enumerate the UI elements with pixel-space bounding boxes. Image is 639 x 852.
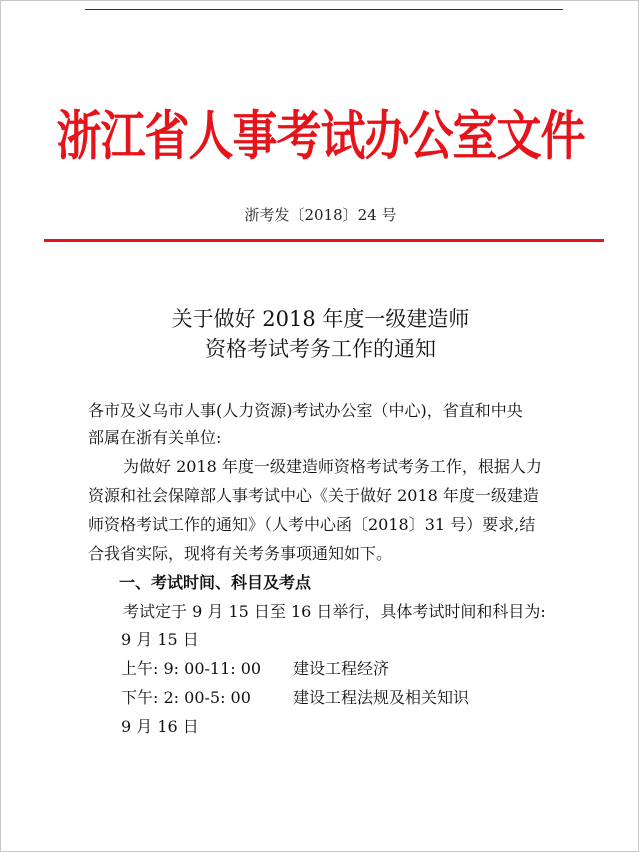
section-heading: 一、考试时间、科目及考点 (119, 573, 312, 592)
afternoon-session-subject: 建设工程法规及相关知识 (293, 688, 470, 707)
notice-title-line-1: 关于做好 2018 年度一级建造师 (171, 307, 470, 331)
exam-date-1: 9 月 15 日 (121, 630, 199, 649)
paragraph-line: 师资格考试工作的通知》（人考中心函〔2018〕31 号）要求,结 (88, 515, 536, 534)
paragraph-line: 为做好 2018 年度一级建造师资格考试考务工作，根据人力 (123, 457, 542, 476)
morning-session-time: 上午: 9: 00-11: 00 (121, 659, 262, 678)
paragraph-line: 各市及义乌市人事(人力资源)考试办公室（中心)，省直和中央 (88, 401, 523, 420)
top-rule (85, 9, 563, 10)
paragraph-line: 部属在浙有关单位: (88, 428, 222, 447)
paragraph-line: 考试定于 9 月 15 日至 16 日举行，具体考试时间和科目为: (123, 602, 546, 621)
document-number: 浙考发〔2018〕24 号 (244, 206, 397, 224)
morning-session-subject: 建设工程经济 (293, 659, 390, 678)
document-header-title: 浙江省人事考试办公室文件 (56, 104, 585, 168)
paragraph-line: 合我省实际，现将有关考务事项通知如下。 (88, 544, 393, 563)
notice-title-line-2: 资格考试考务工作的通知 (205, 337, 436, 361)
afternoon-session-time: 下午: 2: 00-5: 00 (121, 688, 251, 707)
red-separator-rule (44, 239, 604, 242)
exam-date-2: 9 月 16 日 (121, 717, 199, 736)
paragraph-line: 资源和社会保障部人事考试中心《关于做好 2018 年度一级建造 (88, 486, 539, 505)
